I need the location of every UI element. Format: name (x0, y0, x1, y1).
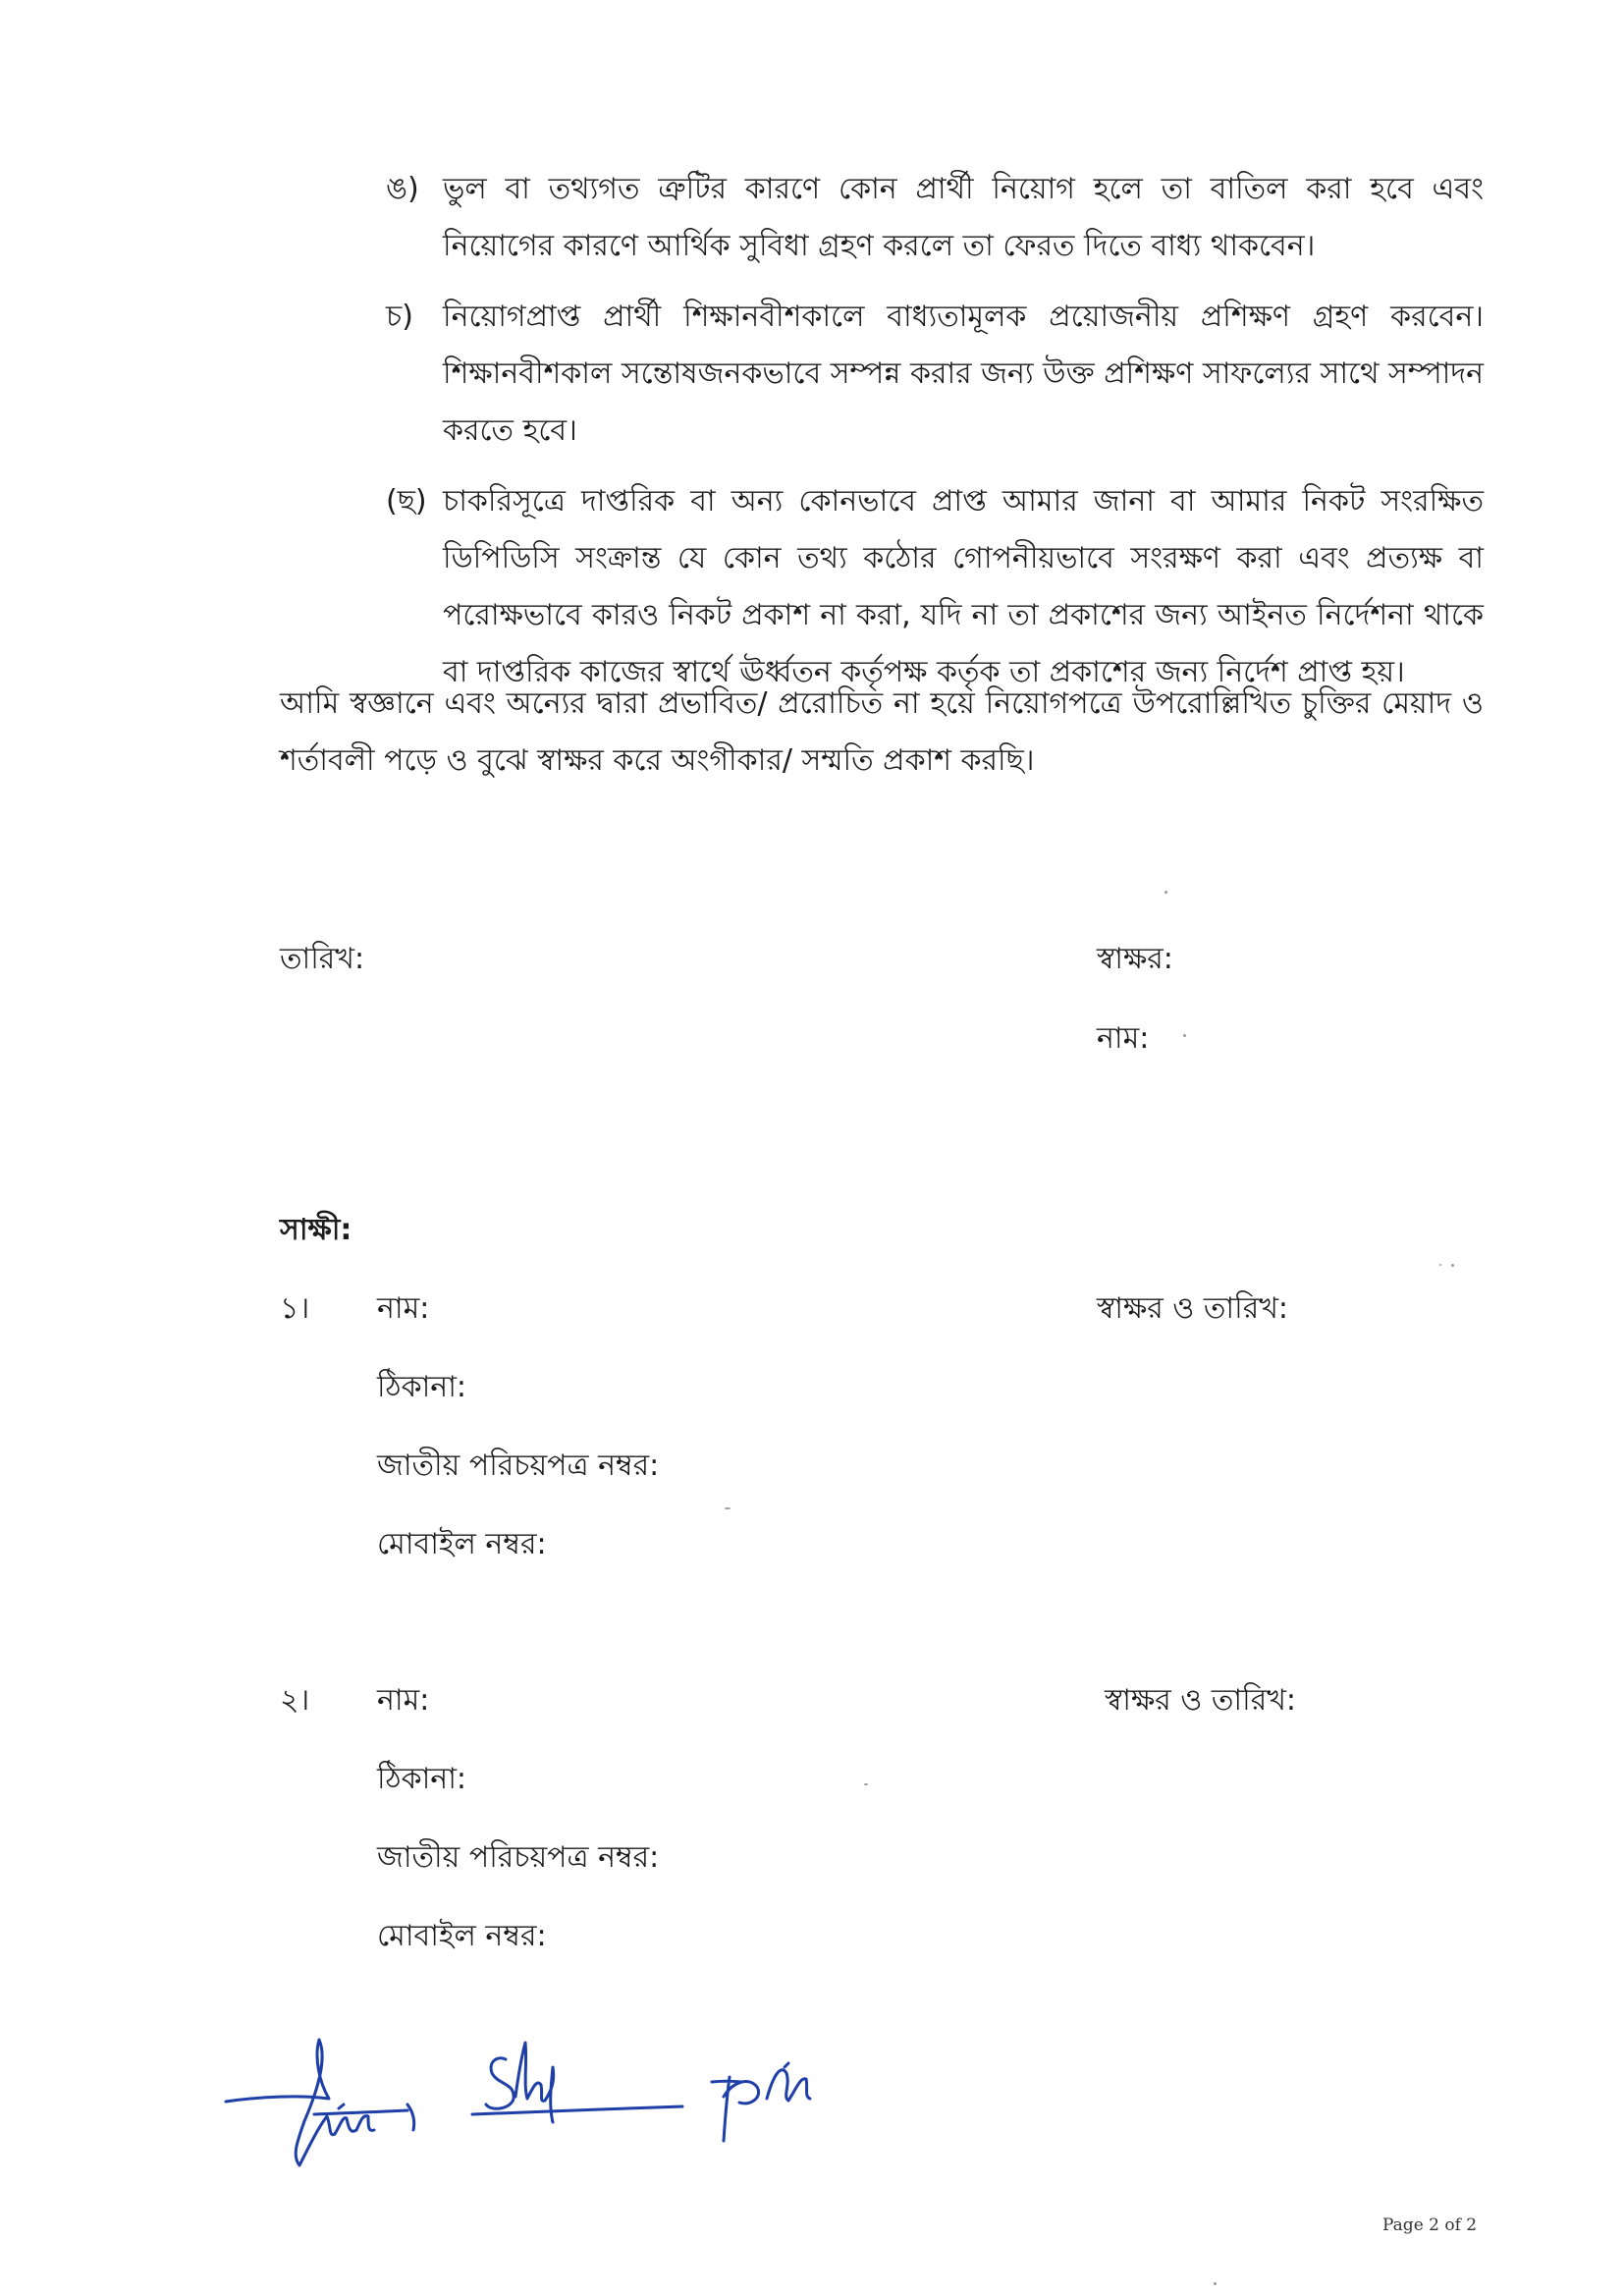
scan-speck (864, 1783, 868, 1785)
witness-heading: সাক্ষী: (280, 1213, 352, 1247)
initials-drawing (221, 2028, 908, 2195)
witness-address-label: ঠিকানা: (377, 1370, 467, 1404)
signature-label: স্বাক্ষর: (1097, 942, 1173, 976)
witness-nid-label: জাতীয় পরিচয়পত্র নম্বর: (377, 1449, 660, 1483)
witness-number: ২। (280, 1683, 310, 1718)
witness-name-label: নাম: (377, 1291, 430, 1326)
clause-uma (386, 161, 1484, 275)
clause-cha (386, 289, 1484, 460)
initial-signature-2 (472, 2043, 682, 2122)
handwritten-initials (221, 2028, 908, 2195)
scan-speck (1164, 891, 1167, 894)
witness-mobile-label: মোবাইল নম্বর: (377, 1527, 547, 1561)
clause-marker: (ছ) (386, 484, 427, 519)
clause-marker: ঙ) (386, 172, 419, 206)
witness-sign-date-label: স্বাক্ষর ও তারিখ: (1105, 1683, 1297, 1718)
witness-sign-date-label: স্বাক্ষর ও তারিখ: (1097, 1291, 1289, 1326)
witness-address-label: ঠিকানা: (377, 1762, 467, 1796)
witness-mobile-label: মোবাইল নম্বর: (377, 1919, 547, 1953)
scan-speck (1214, 2282, 1217, 2285)
witness-name-label: নাম: (377, 1683, 430, 1718)
scan-speck (725, 1507, 731, 1509)
clause-chha (386, 473, 1484, 701)
clause-marker: চ) (386, 300, 413, 334)
scan-speck (1439, 1264, 1441, 1266)
clause-text: নিয়োগপ্রাপ্ত প্রার্থী শিক্ষানবীশকালে বাধ্যতামূলক প্রয়োজনীয় প্রশিক্ষণ গ্রহণ করবেন। শিক্ষানবীশকাল সন্তোষজনকভাবে সম্পন্ন করার জন্য উক্ত প্রশিক্ষণ সাফল্যের সাথে সম্পাদন করতে হবে। (443, 300, 1484, 448)
declaration-paragraph: আমি স্বজ্ঞানে এবং অন্যের দ্বারা প্রভাবিত/ প্ররোচিত না হয়ে নিয়োগপত্রে উপরোল্লিখিত চুক্তির মেয়াদ ও শর্তাবলী পড়ে ও বুঝে স্বাক্ষর করে অংগীকার/ সম্মতি প্রকাশ করছি। (280, 686, 1484, 778)
scan-speck (1183, 1034, 1186, 1037)
date-label: তারিখ: (280, 942, 365, 976)
name-label: নাম: (1097, 1021, 1150, 1056)
witness-nid-label: জাতীয় পরিচয়পত্র নম্বর: (377, 1840, 660, 1875)
clause-text: ভুল বা তথ্যগত ত্রুটির কারণে কোন প্রার্থী নিয়োগ হলে তা বাতিল করা হবে এবং নিয়োগের কারণে আর্থিক সুবিধা গ্রহণ করলে তা ফেরত দিতে বাধ্য থাকবেন। (443, 172, 1484, 263)
witness-number: ১। (280, 1291, 310, 1326)
page-number: Page 2 of 2 (1382, 2215, 1478, 2235)
initial-signature-3 (712, 2063, 810, 2141)
scan-speck (1451, 1264, 1454, 1267)
initial-signature-1 (226, 2040, 414, 2165)
clause-text: চাকরিসূত্রে দাপ্তরিক বা অন্য কোনভাবে প্রাপ্ত আমার জানা বা আমার নিকট সংরক্ষিত ডিপিডিসি সংক্রান্ত যে কোন তথ্য কঠোর গোপনীয়ভাবে সংরক্ষণ করা এবং প্রত্যক্ষ বা পরোক্ষভাবে কারও নিকট প্রকাশ না করা, যদি না তা প্রকাশের জন্য আইনত নির্দেশনা থাকে বা দাপ্তরিক কাজের স্বার্থে ঊর্ধ্বতন কর্তৃপক্ষ কর্তৃক তা প্রকাশের জন্য নির্দেশ প্রাপ্ত হয়। (443, 484, 1484, 689)
